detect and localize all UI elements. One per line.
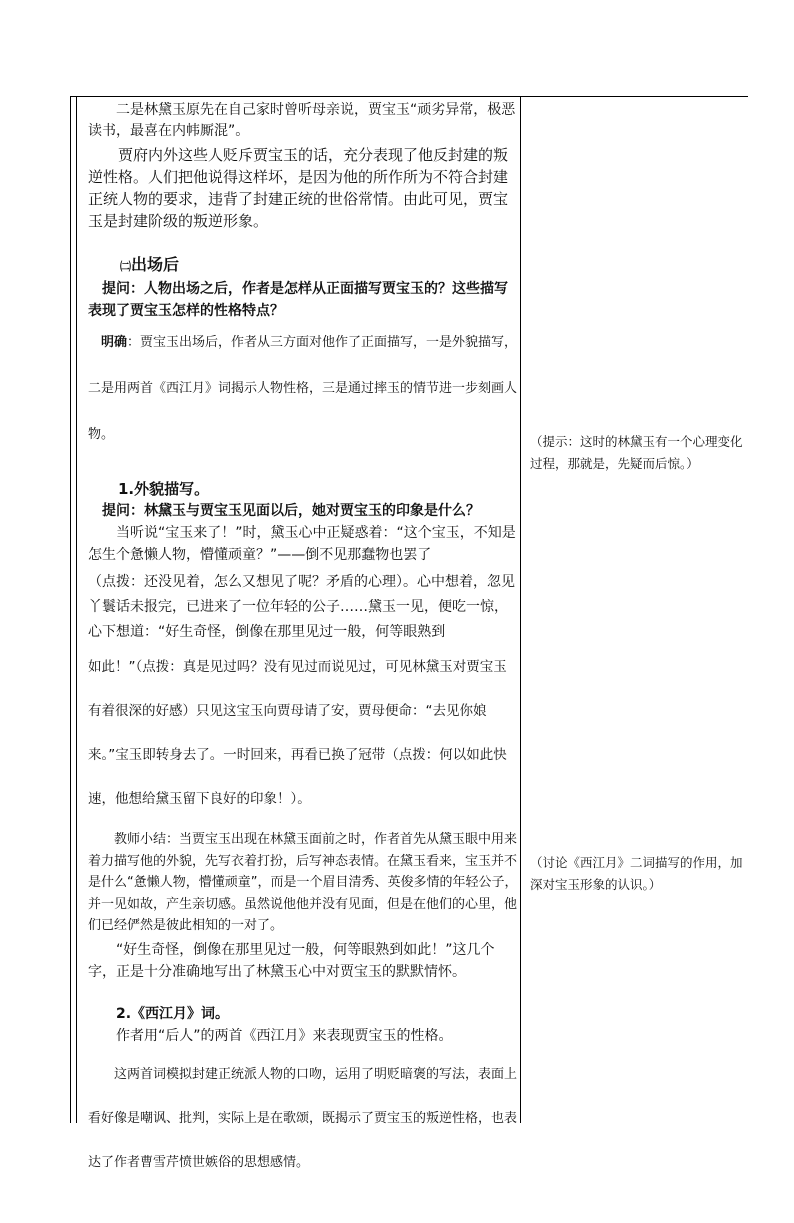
answer-paragraph xyxy=(88,320,518,458)
subheading-appearance: 1.外貌描写。 xyxy=(118,480,210,498)
paragraph-xijiangyue-intro: 作者用“后人”的两首《西江月》来表现贾宝玉的性格。 xyxy=(116,1027,453,1044)
question-impression xyxy=(88,500,518,522)
paragraph-doubt-and-surprise: （点拨：还没见着，怎么又想见了呢？矛盾的心理）。心中想着，忽见丫鬟话未报完，已进来了一位年轻的公子……黛玉一见，便吃一惊，心下想道：“好生奇怪，倒像在那里见过一般，何等眼熟到 xyxy=(88,574,515,640)
side-note-xijiangyue: （讨论《西江月》二词描写的作用，加深对宝玉形象的认识。） xyxy=(530,855,743,892)
answer-label: 明确 xyxy=(101,335,128,350)
paragraph-good-impression: 如此！”（点拨：真是见过吗？没有见过而说见过，可见林黛玉对贾宝玉有着很深的好感）只见这宝玉向贾母请了安，贾母便命：“去见你娘来。”宝玉即转身去了。一时回来，再看已换了冠带（点拨：何以如此快速，他想给黛玉留下良好的印象！）。 xyxy=(88,659,507,807)
section-heading-after-entrance xyxy=(88,254,518,278)
answer-text: ：贾宝玉出场后，作者从三方面对他作了正面描写，一是外貌描写，二是用两首《西江月》词揭示人物性格，三是通过摔玉的情节进一步刻画人物。 xyxy=(88,335,518,442)
table-top-border xyxy=(70,96,748,97)
table-inner-border xyxy=(76,96,77,1123)
section-title: 出场后 xyxy=(131,255,180,274)
paragraph-parents-view: 二是林黛玉原先在自己家时曾听母亲说，贾宝玉“顽劣异常，极恶读书，最喜在内帏厮混”。 xyxy=(88,102,516,139)
paragraph-rebel-analysis: 贾府内外这些人贬斥贾宝玉的话，充分表现了他反封建的叛逆性格。人们把他说得这样坏，是因为他的所作所为不符合封建正统人物的要求，违背了封建正统的世俗常情。由此可见，贾宝玉是封建阶级的叛逆形象。 xyxy=(88,146,509,230)
question-text: 林黛玉与贾宝玉见面以后，她对贾宝玉的印象是什么？ xyxy=(144,503,480,519)
paragraph-quote-analysis: “好生奇怪，倒像在那里见过一般，何等眼熟到如此！”这几个字，正是十分准确地写出了林黛玉心中对贾宝玉的默默情怀。 xyxy=(88,941,495,980)
paragraph-teacher-summary: 教师小结：当贾宝玉出现在林黛玉面前之时，作者首先从黛玉眼中用来着力描写他的外貌，先写衣着打扮，后写神态表情。在黛玉看来，宝玉并不是什么“惫懒人物，懵懂顽童”，而是一个眉目清秀、英俊多情的年轻公子，并一见如故，产生亲切感。虽然说他他并没有见面，但是在他们的心里，他们已经俨然是彼此相知的一对了。 xyxy=(88,832,518,933)
question-label: 提问： xyxy=(102,281,144,297)
section-number: ㈡ xyxy=(120,260,131,273)
question-entrance xyxy=(88,278,518,322)
main-content-column xyxy=(88,100,518,1223)
side-note-psychology: （提示：这时的林黛玉有一个心理变化过程，那就是，先疑而后惊。） xyxy=(530,434,743,471)
paragraph-baoyu-arrives: 当听说“宝玉来了！”时，黛玉心中正疑惑着：“这个宝玉，不知是怎生个惫懒人物，懵懂顽童？”——倒不见那蠢物也罢了 xyxy=(88,525,516,563)
table-left-border xyxy=(70,96,71,1123)
column-divider xyxy=(520,96,521,1123)
question-text: 人物出场之后，作者是怎样从正面描写贾宝玉的？这些描写表现了贾宝玉怎样的性格特点？ xyxy=(88,281,508,319)
question-label: 提问： xyxy=(102,503,144,519)
paragraph-xijiangyue-analysis: 这两首词模拟封建正统派人物的口吻，运用了明贬暗褒的写法，表面上看好像是嘲讽、批判，实际上是在歌颂，既揭示了贾宝玉的叛逆性格，也表达了作者曹雪芹愤世嫉俗的思想感情。 xyxy=(88,1066,518,1170)
subheading-xijiangyue: 2.《西江月》词。 xyxy=(116,1005,230,1022)
